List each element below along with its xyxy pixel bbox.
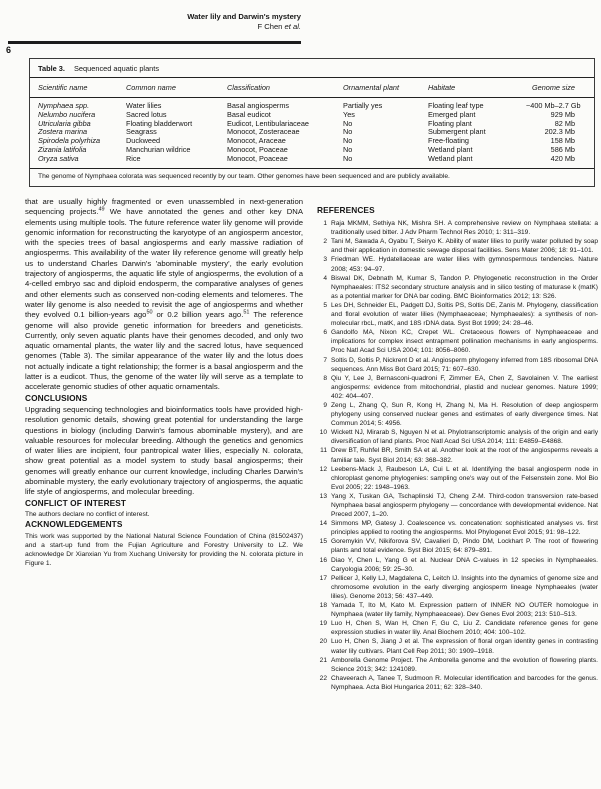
table-row xyxy=(30,137,594,146)
cell-scientific-name: Spirodela polyrhiza xyxy=(38,136,101,146)
table-row xyxy=(30,128,594,137)
reference-text: Tani M, Sawada A, Oyabu T, Seiryo K. Ability of water lilies to purify water polluted by soap and their application in domestic sewage disposal facilities. Sens Mater 2006; 18: 91–101. xyxy=(331,238,598,255)
table-label: Table 3. xyxy=(38,64,65,73)
cell-ornamental-plant: No xyxy=(343,127,353,137)
reference-text: Raja MKMM, Sethiya NK, Mishra SH. A comprehensive review on Nymphaea stellata: a traditionally used bitter. J Adv Pharm Technol Res 2010; 1: 311–319. xyxy=(331,220,598,237)
reference-number: 21 xyxy=(319,656,327,664)
reference-number: 17 xyxy=(319,574,327,582)
cell-scientific-name: Utricularia gibba xyxy=(38,118,91,128)
cell-genome-size: 929 Mb xyxy=(550,109,575,119)
acknowledgements-heading: ACKNOWLEDGEMENTS xyxy=(25,519,123,530)
reference-item xyxy=(317,601,598,619)
table-row xyxy=(30,155,594,164)
reference-number: 6 xyxy=(323,329,327,337)
reference-text: Pellicer J, Kelly LJ, Magdalena C, Leitch IJ. Insights into the dynamics of genome size and chromosome evolution in the early diverging angiosperm lineage Nymphaeales (water lilies). Genome 2013; 56: 437–449. xyxy=(331,574,598,600)
reference-number: 22 xyxy=(319,674,327,682)
reference-text: Amborella Genome Project. The Amborella genome and the evolution of flowering plants. Science 2013; 342: 1241089. xyxy=(331,656,598,673)
reference-text: Yang X, Tuskan GA, Tschaplinski TJ, Cheng Z-M. Third-codon transversion rate-based Nymphaea basal angiosperm phylogeny — concordance with developmental evidence. Nat Preced 2007, 1–20. xyxy=(331,492,598,519)
cell-genome-size: 82 Mb xyxy=(554,118,575,128)
table-3 xyxy=(29,58,595,187)
reference-text: Luo H, Chen S, Jiang J et al. The expression of floral organ identity genes in contrasting water lily cultivars. Plant Cell Rep 2011; 30: 1909–1918. xyxy=(331,638,598,655)
cell-common-name: Duckweed xyxy=(126,136,161,146)
reference-item xyxy=(317,301,598,328)
column-header-classification: Classification xyxy=(227,83,270,92)
table-footnote: The genome of Nymphaea colorata was sequenced recently by our team. Other genomes have been sequenced and are publicly available. xyxy=(30,168,594,186)
reference-text: Drew BT, Ruhfel BR, Smith SA et al. Another look at the root of the angiosperms reveals a familiar tale. Syst Biol 2014; 63: 368–382. xyxy=(331,447,598,464)
reference-item xyxy=(317,619,598,637)
cell-genome-size: 158 Mb xyxy=(550,136,575,146)
cell-classification: Monocot, Zosteraceae xyxy=(227,127,300,137)
cell-ornamental-plant: No xyxy=(343,144,353,154)
reference-number: 16 xyxy=(319,556,327,564)
cell-classification: Monocot, Araceae xyxy=(227,136,286,146)
reference-number: 1 xyxy=(323,220,327,228)
reference-text: Gandolfo MA, Nixon KC, Crepet WL. Cretaceous flowers of Nymphaeaceae and implications for complex insect entrapment pollination mechanisms in early angiosperms. Proc Natl Acad Sci USA 2004; 101: 8056–8060. xyxy=(331,329,598,355)
reference-number: 18 xyxy=(319,602,327,610)
reference-number: 12 xyxy=(319,465,327,473)
conflict-of-interest-text: The authors declare no conflict of interest. xyxy=(25,510,150,518)
reference-text: Wickett NJ, Mirarab S, Nguyen N et al. Phylotranscriptomic analysis of the origin and early diversification of land plants. Proc Natl Acad Sci USA 2014; 111: E4859–E4868. xyxy=(331,429,598,446)
cell-classification: Monocot, Poaceae xyxy=(227,144,288,154)
reference-text: Friedman WE. Hydatellaceae are water lilies with gymnospermous tendencies. Nature 2008; 453: 94–97. xyxy=(331,256,598,273)
acknowledgements-text: This work was supported by the National Natural Science Foundation of China (81502437) and a start-up fund from the Fujian Agriculture and Forestry University to LZ. We acknowledge Dr Xianxian Yu from Xuchang University for providing the N. colorata picture in Figure 1. xyxy=(25,532,303,568)
reference-item xyxy=(317,519,598,537)
references-column xyxy=(317,206,598,692)
reference-item xyxy=(317,537,598,555)
reference-item xyxy=(317,446,598,464)
reference-number: 9 xyxy=(323,401,327,409)
table-row xyxy=(30,120,594,129)
table-title-text: Sequenced aquatic plants xyxy=(73,64,160,73)
reference-text: Simmons MP, Gatesy J. Coalescence vs. concatenation: sophisticated analyses vs. first principles applied to rooting the angiosperms. Mol Phylogenet Evol 2015; 91: 98–122. xyxy=(331,520,598,537)
cell-common-name: Sacred lotus xyxy=(126,109,167,119)
reference-item xyxy=(317,674,598,692)
column-header-common-name: Common name xyxy=(126,83,176,92)
header-rule xyxy=(8,41,301,44)
left-column xyxy=(25,197,303,569)
reference-item xyxy=(317,428,598,446)
reference-item xyxy=(317,374,598,401)
reference-text: Les DH, Schneider EL, Padgett DJ, Soltis PS, Soltis DE, Zanis M. Phylogeny, classification and floral evolution of water lilies (Nymphaeaceae; Nymphaeales): a synthesis of non-molecular rbcL, matK, and 18S rDNA data. Syst Bot 1999; 24: 28–46. xyxy=(331,301,598,328)
cell-habitate: Wetland plant xyxy=(428,144,473,154)
reference-number: 7 xyxy=(323,356,327,364)
reference-text: Yamada T, Ito M, Kato M. Expression pattern of INNER NO OUTER homologue in Nymphaea (water lily family, Nymphaeaceae). Dev Genes Evol 2003; 213: 510–513. xyxy=(331,602,598,619)
conflict-of-interest-heading: CONFLICT OF INTEREST xyxy=(25,497,127,508)
column-header-habitate: Habitate xyxy=(428,83,456,92)
running-title: Water lily and Darwin's mystery xyxy=(187,12,301,21)
running-author-name: F Chen xyxy=(257,21,283,31)
table-header-row xyxy=(30,78,594,98)
body-paragraph: that are usually highly fragmented or even unassembled in next-generation sequencing projects.$^{49}$ We have annotated the genes and other key DNA elements using multiple tools. The future reference water lily genome will provide genomic information for reconstructing the karyotype of an angiosperm ancestor, with the species trees of basal angiosperms and early massive radiation of angiosperms. This availability of the water lily reference genome will greatly help us to understand Charles Darwin's 'abominable mystery', the early evolution trajectory of angiosperms, the aquatic life style of angiosperms, the evolution of a 4-celled embryo sac and diploid endosperm, the comparative analyses of genes and other elements such as conserved non-coding elements and telomeres. The water lily genome is also needed to revisit the age of angiosperms and whether they evolved 0.1 billion-years ago$^{50}$ or 0.2 billion years ago.$^{51}$ The reference genome will also provide genetic information for breeders and geneticists. Currently, only seven aquatic plants have their genomes decoded, and only two aquatic ornamental plants, the water lily and the sacred lotus, have sequenced genomes (Table 3). The similar appearance of the water lily and the lotus does not actually indicate a tight relationship; the former is a basal angiosperm and the latter is a eudicot. Thus, the genome of the water lily will serve as a template to accelerate genomic studies of other aquatic ornamentals. xyxy=(25,197,304,392)
running-head xyxy=(0,12,301,31)
cell-genome-size: 420 Mb xyxy=(550,153,575,163)
reference-number: 13 xyxy=(319,492,327,500)
cell-genome-size: 586 Mb xyxy=(550,144,575,154)
column-header-ornamental-plant: Ornamental plant xyxy=(343,83,399,92)
cell-ornamental-plant: No xyxy=(343,153,353,163)
reference-number: 4 xyxy=(323,274,327,282)
reference-number: 14 xyxy=(319,520,327,528)
cell-habitate: Free-floating xyxy=(428,136,469,146)
reference-item xyxy=(317,328,598,355)
reference-text: Leebens-Mack J, Raubeson LA, Cui L et al. Identifying the basal angiosperm node in chloroplast genome phylogenies: sampling one's way out of the Felsenstein zone. Mol Bio Evol 2005; 22: 1948–1963. xyxy=(331,465,598,491)
reference-number: 8 xyxy=(323,374,327,382)
reference-item xyxy=(317,574,598,601)
reference-number: 3 xyxy=(323,256,327,264)
table-row xyxy=(30,111,594,120)
reference-text: Qiu Y, Lee J, Bernasconi-quadroni F, Zimmer EA, Chen Z, Savolainen V. The earliest angiosperms: evidence from mitochondrial, plastid and nuclear genomes. Nature 1999; 402: 404–407. xyxy=(331,374,598,400)
reference-item xyxy=(317,465,598,492)
reference-item xyxy=(317,274,598,301)
reference-text: Chaveerach A, Tanee T, Sudmoon R. Molecular identification and barcodes for the genus. Nymphaea. Acta Biol Hungarica 2011; 62: 328–340. xyxy=(331,674,598,691)
cell-common-name: Seagrass xyxy=(126,127,157,137)
running-author-etal: et al. xyxy=(284,21,301,31)
cell-common-name: Rice xyxy=(126,153,141,163)
cell-ornamental-plant: No xyxy=(343,118,353,128)
cell-genome-size: ~400 Mb–2.7 Gb xyxy=(526,101,581,110)
reference-text: Goremykin VV, Nikiforova SV, Cavalieri D, Pindo DM, Lockhart P. The root of flowering plants and total evidence. Syst Biol 2015; 64: 879–891. xyxy=(331,538,598,555)
cell-habitate: Floating leaf type xyxy=(428,101,484,110)
cell-scientific-name: Zostera marina xyxy=(38,127,88,137)
cell-classification: Basal eudicot xyxy=(227,109,271,119)
reference-item xyxy=(317,219,598,237)
cell-habitate: Floating plant xyxy=(428,118,472,128)
reference-number: 10 xyxy=(319,429,327,437)
cell-classification: Eudicot, Lentibulariaceae xyxy=(227,118,309,128)
cell-habitate: Submergent plant xyxy=(428,127,486,137)
table-row xyxy=(30,102,594,111)
table-row xyxy=(30,146,594,155)
cell-common-name: Floating bladderwort xyxy=(126,118,193,128)
reference-item xyxy=(317,401,598,428)
cell-habitate: Wetland plant xyxy=(428,153,473,163)
table-title xyxy=(30,59,594,78)
cell-scientific-name: Zizania latifolia xyxy=(38,144,87,154)
reference-text: Diao Y, Chen L, Yang G et al. Nuclear DNA C-values in 12 species in Nymphaeales. Caryologia 2006; 59: 25–30. xyxy=(331,556,598,573)
conclusions-paragraph: Upgrading sequencing technologies and bioinformatics tools have provided high-resolution genomic details, showing great potential for understanding the large questions in biology (including Darwin's famous abominable mystery), and are valuable resources for molecular breeding. Although the genetics and genomics of water lilies are incipient, four pantropical water lilies, especially N. colorata, show great potential as a model system to study basal angiosperms; their genomes will greatly enhance our current knowledge, including Charles Darwin's abominable mystery, the early evolutionary trajectory of angiosperms, the aquatic life style of angiosperms, and molecular breeding. xyxy=(25,404,303,497)
reference-text: Zeng L, Zhang Q, Sun R, Kong H, Zhang N, Ma H. Resolution of deep angiosperm phylogeny using conserved nuclear genes and estimates of early divergence times. Nat Commun 2014; 5: 4956. xyxy=(331,401,598,428)
reference-item xyxy=(317,237,598,255)
conclusions-heading: CONCLUSIONS xyxy=(25,392,88,403)
cell-classification: Monocot, Poaceae xyxy=(227,153,288,163)
reference-number: 5 xyxy=(323,301,327,309)
cell-scientific-name: Nelumbo nucifera xyxy=(38,109,96,119)
reference-list xyxy=(317,219,598,692)
reference-number: 19 xyxy=(319,620,327,628)
reference-item xyxy=(317,656,598,674)
page-number: 6 xyxy=(6,45,12,55)
cell-habitate: Emerged plant xyxy=(428,109,476,119)
reference-number: 2 xyxy=(323,238,327,246)
cell-scientific-name: Oryza sativa xyxy=(38,153,79,163)
reference-item xyxy=(317,556,598,574)
cell-classification: Basal angiosperms xyxy=(227,101,290,110)
reference-item xyxy=(317,492,598,519)
cell-scientific-name: Nymphaea spp. xyxy=(38,101,90,110)
column-header-scientific-name: Scientific name xyxy=(38,83,88,92)
reference-number: 11 xyxy=(320,447,327,455)
cell-ornamental-plant: Yes xyxy=(343,109,355,119)
cell-ornamental-plant: No xyxy=(343,136,353,146)
running-authors xyxy=(0,22,301,32)
reference-number: 20 xyxy=(319,638,327,646)
references-heading: REFERENCES xyxy=(317,205,375,215)
reference-item xyxy=(317,255,598,273)
cell-ornamental-plant: Partially yes xyxy=(343,101,383,110)
cell-common-name: Water lilies xyxy=(126,101,162,110)
cell-common-name: Manchurian wildrice xyxy=(126,144,191,154)
reference-text: Luo H, Chen S, Wan H, Chen F, Gu C, Liu Z. Candidate reference genes for gene expression studies in water lily. Anal Biochem 2010; 404: 100–102. xyxy=(331,620,598,637)
column-header-genome-size: Genome size xyxy=(532,83,575,92)
table-body xyxy=(30,98,594,168)
cell-genome-size: 202.3 Mb xyxy=(544,127,575,137)
reference-item xyxy=(317,637,598,655)
reference-text: Soltis D, Soltis P, Nickrent D et al. Angiosperm phylogeny inferred from 18S ribosomal DNA sequences. Ann Miss Bot Gard 2015; 71: 607–630. xyxy=(331,356,598,373)
reference-text: Biswal DK, Debnath M, Kumar S, Tandon P. Phylogenetic reconstruction in the Order Nymphaeales: ITS2 secondary structure analysis and in silico testing of maturase k (matK) as a potential marker for DNA bar coding. BMC Bioinformatics 2012; 13: S26. xyxy=(331,274,598,300)
reference-number: 15 xyxy=(319,538,327,546)
reference-item xyxy=(317,356,598,374)
